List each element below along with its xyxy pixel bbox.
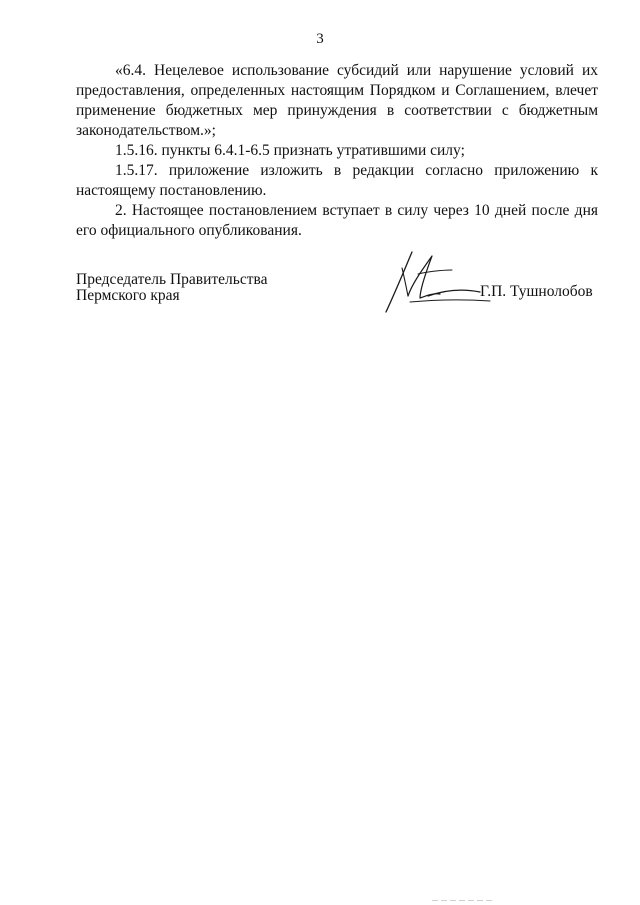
page-number: 3 <box>316 31 324 47</box>
footer-mark <box>432 899 492 902</box>
paragraph-1-5-17: 1.5.17. приложение изложить в редакции согласно приложению к настоящему постановлению. <box>76 162 598 199</box>
paragraph-2: 2. Настоящее постановлением вступает в силу через 10 дней после дня его официального опубликования. <box>76 202 598 239</box>
paragraph-1-5-16: 1.5.16. пункты 6.4.1-6.5 признать утратившими силу; <box>115 142 465 159</box>
paragraph-6-4: «6.4. Нецелевое использование субсидий или нарушение условий их предоставления, определенных настоящим Порядком и Соглашением, влечет применение бюджетных мер принуждения в соответствии с бюджетным законодательством.»; <box>76 62 598 139</box>
signatory-title-line-2: Пермского края <box>76 286 180 304</box>
signatory-title <box>76 272 268 303</box>
handwritten-signature <box>382 246 492 318</box>
signatory-title-line-1: Председатель Правительства <box>76 271 268 288</box>
document-body <box>76 61 598 241</box>
signatory-name: Г.П. Тушнолобов <box>480 283 593 300</box>
